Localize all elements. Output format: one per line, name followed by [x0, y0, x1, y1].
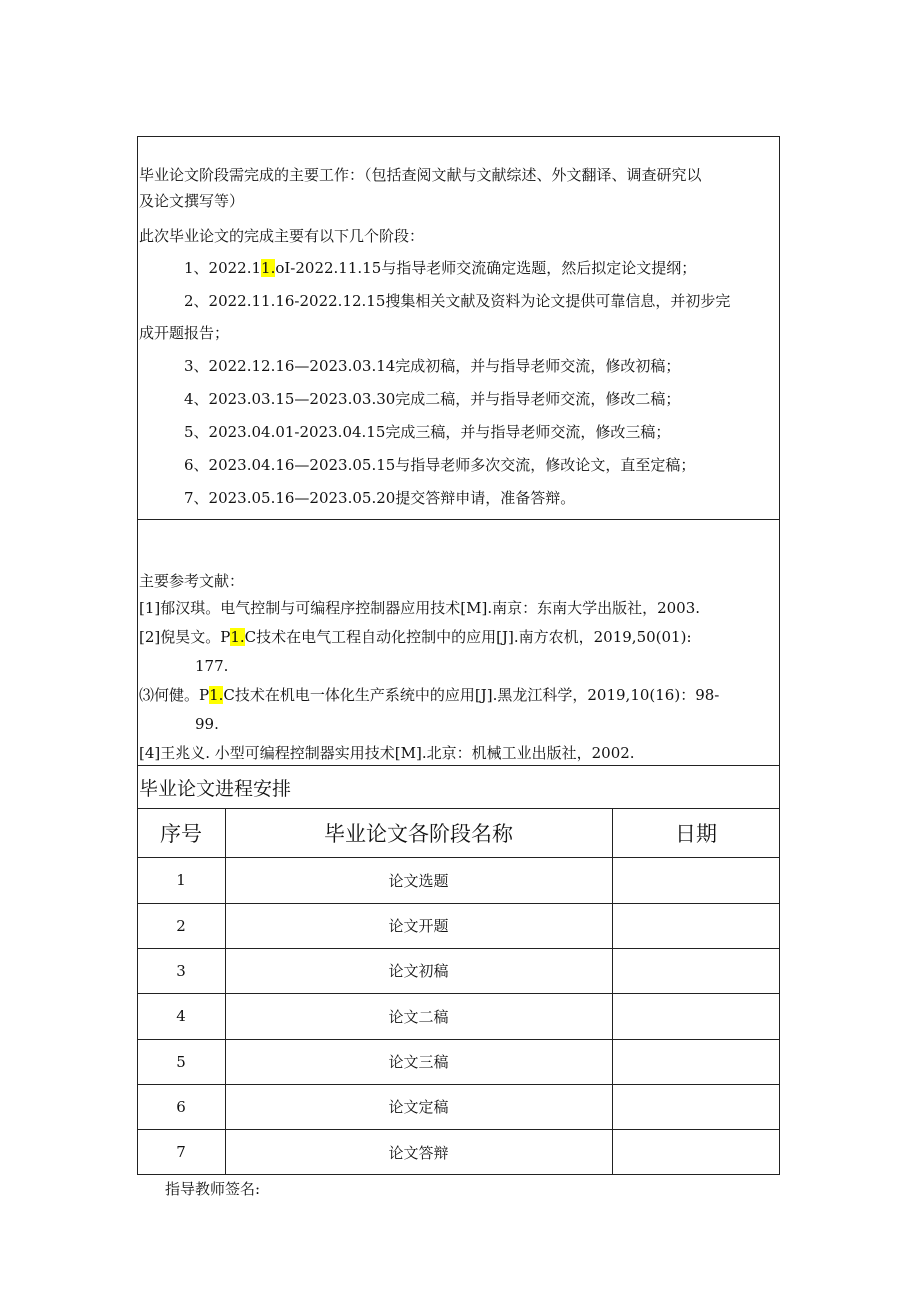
row-number-cell: 3	[176, 961, 186, 980]
reference-item-4: [4]王兆义. 小型可编程控制器实用技术[M].北京：机械工业出版社，2002.	[139, 744, 635, 762]
advisor-signature-label: 指导教师签名:	[165, 1180, 261, 1198]
stage-name-cell: 论文定稿	[388, 1098, 449, 1116]
reference-item-2: [2]倪昊文。P1.C技术在电气工程自动化控制中的应用[J].南方农机，2019,50(01):	[139, 628, 692, 646]
row-number-cell: 2	[176, 916, 186, 935]
stage-item-5: 5、2023.04.01-2023.04.15完成三稿，并与指导老师交流，修改三稿；	[184, 423, 671, 441]
col-header-number: 序号	[160, 821, 202, 846]
stage-item-1: 1、2022.11.oI-2022.11.15与指导老师交流确定选题，然后拟定论文提纲；	[184, 259, 697, 277]
row-number-cell: 5	[176, 1052, 186, 1071]
date-cell	[612, 993, 780, 1039]
reference-item-2-cont: 177.	[195, 657, 229, 675]
schedule-title: 毕业论文进程安排	[139, 778, 292, 800]
stage-name-cell: 论文初稿	[388, 962, 449, 980]
row-number-cell: 4	[176, 1007, 186, 1025]
date-cell	[612, 1129, 780, 1175]
stage-item-2-cont: 成开题报告；	[139, 324, 230, 342]
row-number-cell: 1	[176, 871, 186, 889]
stage-name-cell: 论文二稿	[388, 1007, 449, 1026]
work-intro: 此次毕业论文的完成主要有以下几个阶段：	[139, 227, 425, 245]
stage-name-cell: 论文选题	[388, 871, 449, 890]
date-cell	[612, 903, 780, 948]
reference-item-1: [1]郁汉琪。电气控制与可编程序控制器应用技术[M].南京：东南大学出版社，2003.	[139, 599, 701, 617]
reference-item-3-cont: 99.	[195, 715, 219, 733]
stage-name-cell: 论文开题	[388, 917, 449, 935]
row-number-cell: 7	[176, 1143, 186, 1161]
date-cell	[612, 948, 780, 993]
stage-item-7: 7、2023.05.16—2023.05.20提交答辩申请，准备答辩。	[184, 489, 576, 507]
stage-name-cell: 论文答辩	[388, 1143, 449, 1162]
highlight-mark: 1.	[230, 628, 245, 646]
col-header-stage: 毕业论文各阶段名称	[324, 821, 513, 846]
stage-name-cell: 论文三稿	[388, 1053, 449, 1071]
section-divider	[137, 519, 780, 520]
stage-item-2: 2、2022.11.16-2022.12.15搜集相关文献及资料为论文提供可靠信息，并初步完	[184, 292, 731, 310]
stage-item-4: 4、2023.03.15—2023.03.30完成二稿，并与指导老师交流，修改二稿；	[184, 390, 681, 408]
date-cell	[612, 857, 780, 903]
work-heading: 毕业论文阶段需完成的主要工作：（包括查阅文献与文献综述、外文翻译、调查研究以	[139, 166, 702, 184]
col-header-date: 日期	[675, 821, 717, 846]
highlight-mark: 1.	[209, 686, 224, 704]
stage-item-6: 6、2023.04.16—2023.05.15与指导老师多次交流，修改论文，直至定稿；	[184, 456, 696, 474]
references-heading: 主要参考文献：	[139, 572, 245, 590]
reference-item-3: ⑶何健。P1.C技术在机电一体化生产系统中的应用[J].黑龙江科学，2019,10(16)：98-	[139, 686, 720, 704]
date-cell	[612, 1084, 780, 1129]
section-divider	[137, 765, 780, 766]
highlight-mark: 1.	[261, 259, 276, 277]
date-cell	[612, 1039, 780, 1084]
work-heading-cont: 及论文撰写等）	[139, 192, 245, 210]
stage-item-3: 3、2022.12.16—2023.03.14完成初稿，并与指导老师交流，修改初稿；	[184, 357, 681, 375]
row-number-cell: 6	[176, 1097, 186, 1116]
